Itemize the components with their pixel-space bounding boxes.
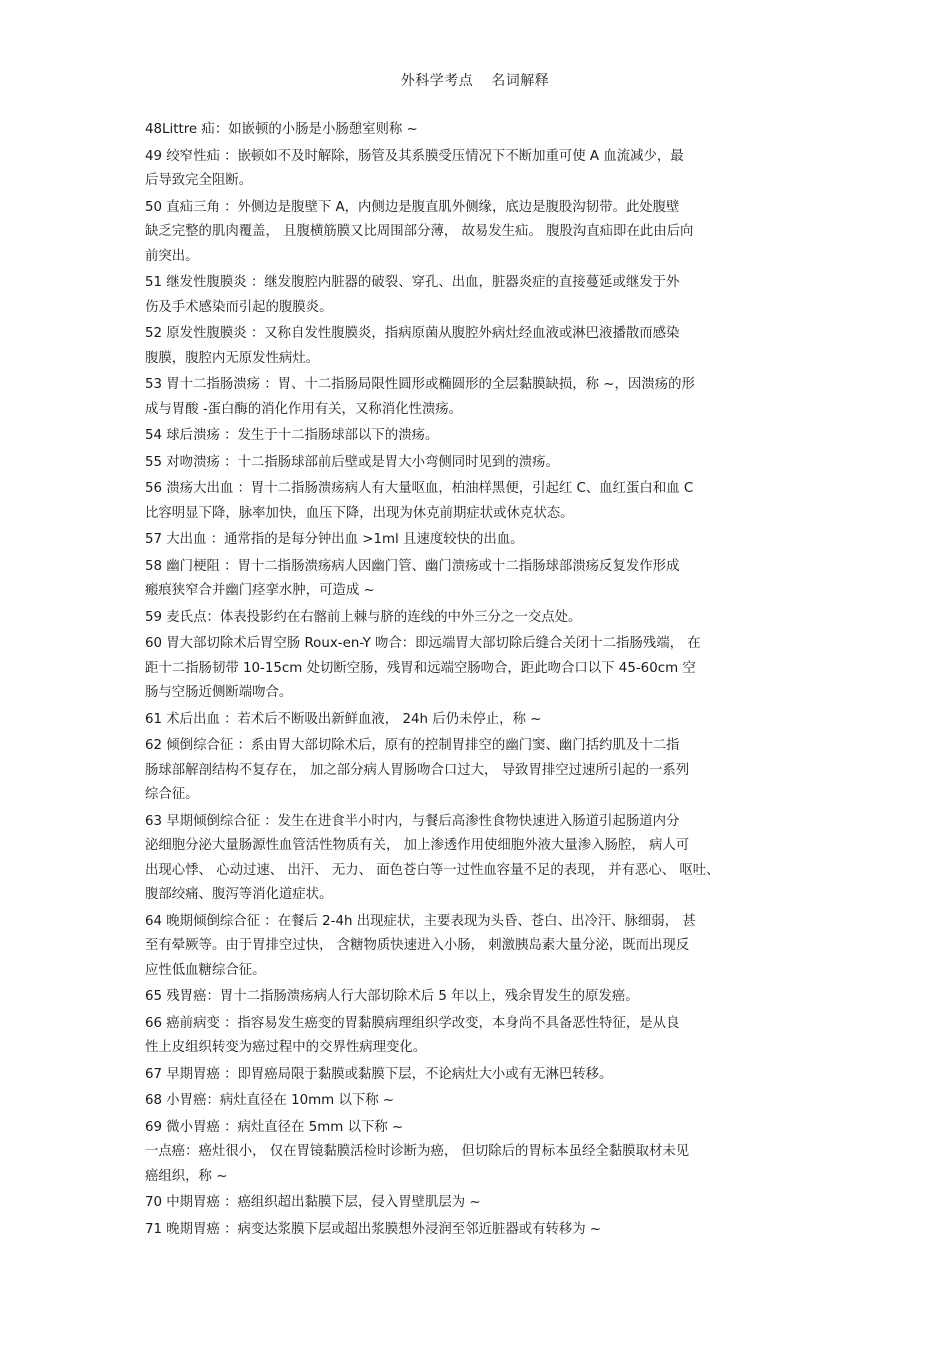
definition-line: 65 残胃癌：胃十二指肠溃疡病人行大部切除术后 5 年以上，残余胃发生的原发癌。 xyxy=(145,989,639,1004)
definition-line: 一点癌：癌灶很小， 仅在胃镜黏膜活检时诊断为癌， 但切除后的胃标本虽经全黏膜取材未见 xyxy=(145,1144,690,1159)
definition-line: 54 球后溃疡 ：发生于十二指肠球部以下的溃疡。 xyxy=(145,428,439,443)
definition-entry xyxy=(145,985,825,1010)
definition-line: 55 对吻溃疡 ：十二指肠球部前后壁或是胃大小弯侧同时见到的溃疡。 xyxy=(145,454,559,470)
definition-entry xyxy=(145,708,825,733)
definition-line: 66 癌前病变 ：指容易发生癌变的胃黏膜病理组织学改变，本身尚不具备恶性特征，是从良 xyxy=(145,1015,680,1031)
definition-line: 成与胃酸 -蛋白酶的消化作用有关，又称消化性溃疡。 xyxy=(145,401,463,417)
definition-line: 肠与空肠近侧断端吻合。 xyxy=(145,685,293,700)
definition-line: 68 小胃癌：病灶直径在 10mm 以下称 ~ xyxy=(145,1093,395,1108)
definition-entry xyxy=(145,196,825,270)
definition-entry xyxy=(145,632,825,706)
definition-entry xyxy=(145,910,825,984)
definition-entry xyxy=(145,734,825,808)
definition-line: 伤及手术感染而引起的腹膜炎。 xyxy=(145,299,333,315)
definition-line: 48Littre 疝：如嵌顿的小肠是小肠憩室则称 ~ xyxy=(145,122,418,137)
definition-line: 50 直疝三角 ：外侧边是腹壁下 A，内侧边是腹直肌外侧缘，底边是腹股沟韧带。此处腹壁 xyxy=(145,199,680,215)
definition-line: 出现心悸、 心动过速、 出汗、 无力、 面色苍白等一过性血容量不足的表现， 并有恶心、 呕吐、 xyxy=(145,862,720,878)
definition-entry xyxy=(145,322,825,371)
definition-line: 63 早期倾倒综合征 ：发生在进食半小时内，与餐后高渗性食物快速进入肠道引起肠道内分 xyxy=(145,813,680,829)
definition-line: 67 早期胃癌 ：即胃癌局限于黏膜或黏膜下层，不论病灶大小或有无淋巴转移。 xyxy=(145,1066,613,1082)
definition-line: 癌组织，称 ~ xyxy=(145,1168,228,1184)
definition-line: 比容明显下降，脉率加快，血压下降，出现为休克前期症状或休克状态。 xyxy=(145,505,574,521)
definition-line: 70 中期胃癌 ：癌组织超出黏膜下层，侵入胃壁肌层为 ~ xyxy=(145,1195,481,1210)
definition-entry xyxy=(145,271,825,320)
document-subtitle: 名词解释 xyxy=(491,73,550,89)
definition-line: 71 晚期胃癌 ：病变达浆膜下层或超出浆膜想外浸润至邻近脏器或有转移为 ~ xyxy=(145,1221,602,1237)
definition-line: 53 胃十二指肠溃疡 ：胃、十二指肠局限性圆形或椭圆形的全层黏膜缺损，称 ~，因溃疡的形 xyxy=(145,377,695,392)
document-title: 外科学考点 xyxy=(400,73,474,89)
definition-line: 综合征。 xyxy=(145,787,199,802)
definition-entry xyxy=(145,606,825,631)
definition-line: 49 绞窄性疝 ：嵌顿如不及时解除，肠管及其系膜受压情况下不断加重可使 A 血流减少，最 xyxy=(145,148,684,164)
definition-entry xyxy=(145,528,825,553)
definition-entry xyxy=(145,810,825,908)
definition-line: 性上皮组织转变为癌过程中的交界性病理变化。 xyxy=(145,1040,427,1055)
definition-line: 60 胃大部切除术后胃空肠 Roux-en-Y 吻合：即远端胃大部切除后缝合关闭十二指肠残端， 在 xyxy=(145,636,701,651)
definition-line: 至有晕厥等。由于胃排空过快， 含糖物质快速进入小肠， 刺激胰岛素大量分泌，既而出现反 xyxy=(145,938,690,953)
definition-line: 57 大出血 ：通常指的是每分钟出血 >1ml 且速度较快的出血。 xyxy=(145,532,524,547)
definition-line: 52 原发性腹膜炎 ：又称自发性腹膜炎，指病原菌从腹腔外病灶经血液或淋巴液播散而感染 xyxy=(145,326,680,341)
definition-line: 肠球部解剖结构不复存在， 加之部分病人胃肠吻合口过大， 导致胃排空过速所引起的一系列 xyxy=(145,762,690,778)
page-title xyxy=(0,70,950,90)
definition-line: 应性低血糖综合征。 xyxy=(145,962,266,978)
definition-line: 距十二指肠韧带 10-15cm 处切断空肠，残胃和远端空肠吻合，距此吻合口以下 45-60cm 空 xyxy=(145,660,696,676)
definition-line: 前突出。 xyxy=(145,248,199,264)
definition-entry xyxy=(145,1089,825,1114)
definition-line: 62 倾倒综合征 ：系由胃大部切除术后，原有的控制胃排空的幽门窦、幽门括约肌及十二指 xyxy=(145,738,680,753)
definition-entry xyxy=(145,1063,825,1088)
definition-entry xyxy=(145,1191,825,1216)
definition-line: 后导致完全阻断。 xyxy=(145,173,253,188)
definition-entry xyxy=(145,145,825,194)
definition-entry xyxy=(145,1218,825,1243)
definition-line: 59 麦氏点：体表投影约在右髂前上棘与脐的连线的中外三分之一交点处。 xyxy=(145,609,582,625)
definition-entry xyxy=(145,555,825,604)
definition-line: 腹膜，腹腔内无原发性病灶。 xyxy=(145,350,320,366)
definition-entry xyxy=(145,373,825,422)
definition-line: 瘢痕狭窄合并幽门痉挛水肿，可造成 ~ xyxy=(145,583,375,598)
definition-line: 缺乏完整的肌肉覆盖， 且腹横筋膜又比周围部分薄， 故易发生疝。 腹股沟直疝即在此由后向 xyxy=(145,224,694,239)
definition-entry xyxy=(145,477,825,526)
definition-line: 61 术后出血 ：若术后不断吸出新鲜血液， 24h 后仍未停止，称 ~ xyxy=(145,711,542,727)
definition-line: 69 微小胃癌 ：病灶直径在 5mm 以下称 ~ xyxy=(145,1119,404,1135)
definition-entry xyxy=(145,1012,825,1061)
definition-line: 64 晚期倾倒综合征 ：在餐后 2-4h 出现症状，主要表现为头昏、苍白、出冷汗、脉细弱， 甚 xyxy=(145,913,696,929)
definition-line: 腹部绞痛、腹泻等消化道症状。 xyxy=(145,887,333,902)
definition-line: 56 溃疡大出血 ：胃十二指肠溃疡病人有大量呕血，柏油样黑便，引起红 C、血红蛋白和血 C xyxy=(145,481,694,496)
definition-entry xyxy=(145,118,825,143)
definition-line: 51 继发性腹膜炎 ：继发腹腔内脏器的破裂、穿孔、出血，脏器炎症的直接蔓延或继发于外 xyxy=(145,275,680,290)
definition-entry xyxy=(145,1116,825,1190)
definition-entry xyxy=(145,451,825,476)
definition-line: 58 幽门梗阻 ：胃十二指肠溃疡病人因幽门管、幽门溃疡或十二指肠球部溃疡反复发作形成 xyxy=(145,558,680,574)
definition-entry xyxy=(145,424,825,449)
definition-line: 泌细胞分泌大量肠源性血管活性物质有关， 加上渗透作用使细胞外液大量渗入肠腔， 病人可 xyxy=(145,838,690,853)
definition-list xyxy=(145,118,825,1244)
